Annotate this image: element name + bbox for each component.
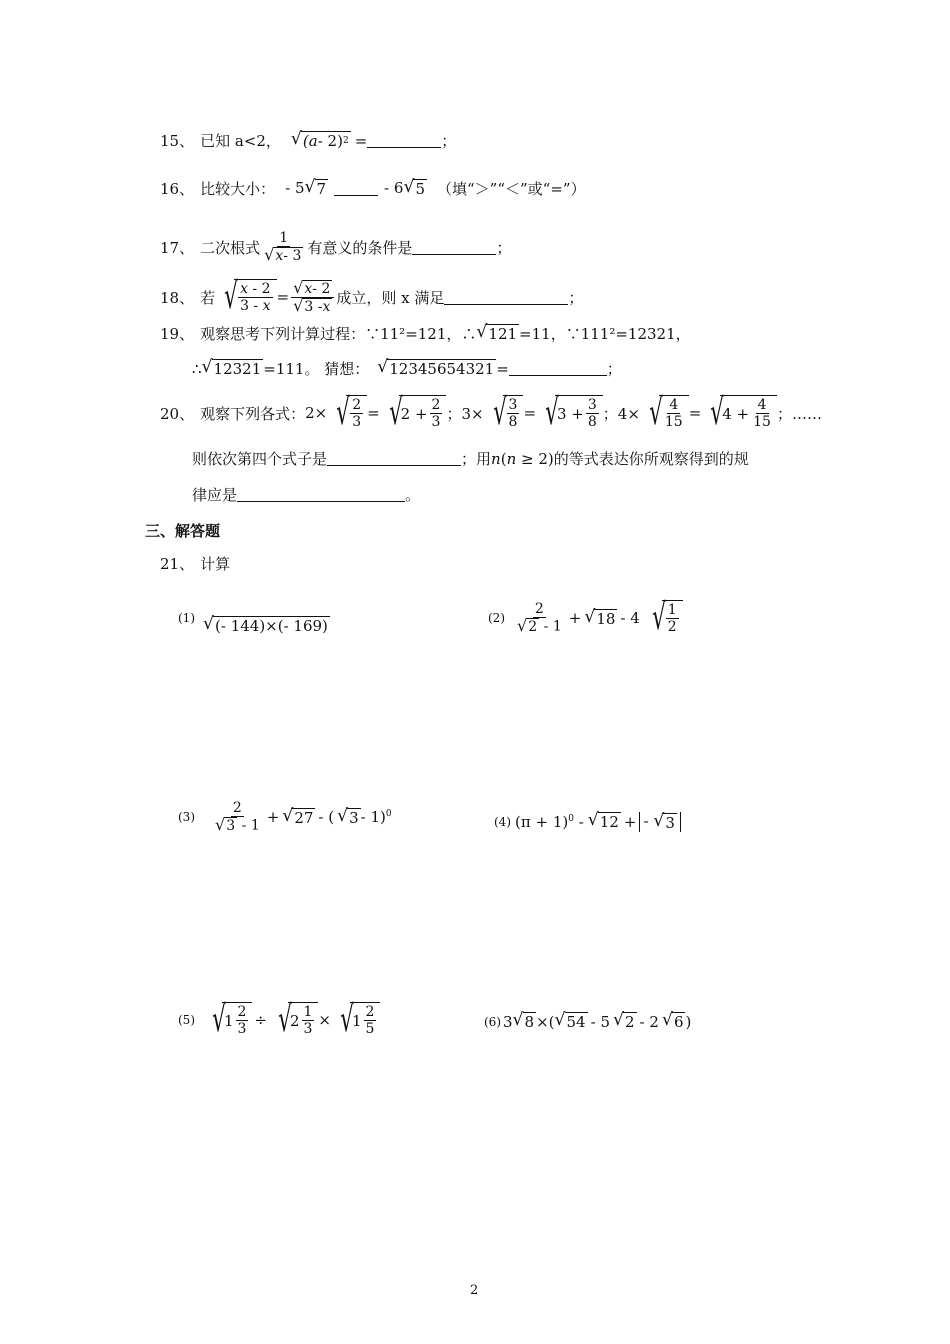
answer-blank[interactable] bbox=[412, 240, 496, 255]
part-6: (6) 3 √ 8 ×( √ 54 - 5 √ 2 - 2 √ 6 ) bbox=[484, 1010, 692, 1031]
part-1 bbox=[178, 600, 330, 635]
sqrt-fraction-expression: √ $\frac{x - 2}{3 - x}$ bbox=[215, 279, 276, 315]
question-text: 二次根式 bbox=[200, 238, 261, 257]
math-expression: 2× bbox=[305, 404, 328, 422]
question-text: 观察思考下列计算过程：∵11²=121，∴ bbox=[200, 325, 477, 343]
fraction-expression: 1 √ x - 3 bbox=[264, 230, 302, 264]
sqrt-expression: √ 121 bbox=[476, 322, 518, 343]
math-expression: - 5 √ 7 bbox=[285, 177, 327, 199]
part-label: (4) bbox=[494, 814, 511, 829]
sqrt-expression: √ 12345654321 bbox=[377, 357, 495, 378]
question-number: 16、 bbox=[160, 180, 195, 198]
question-19-line-2: ∴ √ 12321 =111。 猜想： √ 12345654321 = ； bbox=[192, 357, 622, 378]
question-18: 18、 若 √ $\frac{x - 2}{3 - x}$ = √ x - 2 √ 3 - x 成立，则 x 满足 ； bbox=[160, 276, 584, 317]
answer-blank[interactable] bbox=[237, 487, 405, 502]
question-text: 计算 bbox=[200, 555, 231, 573]
part-3: (3) 2 √ 3 - 1 + √ 27 - ( √ 3 - 1)$^0$ bbox=[178, 800, 392, 834]
question-number: 18、 bbox=[160, 288, 195, 307]
question-19: 19、 观察思考下列计算过程：∵11²=121，∴ √ 121 =11，∵111²=12321， bbox=[160, 322, 691, 343]
question-17: 17、 二次根式 1 √ x - 3 有意义的条件是 ； bbox=[160, 230, 512, 264]
question-text: 若 bbox=[200, 288, 216, 307]
question-20: 20、 观察下列各式： 2× √ $\frac{2}{3}$ = √ 2 + $\frac{2}{3}$ ；3× √ $\frac{3}{8}$ = √ 3 + $\frac{3}{8}$ ；4× √ $\frac{4}{15}$ = √ 4 + $\frac{4}{15}$ ；…… bbox=[160, 392, 822, 433]
part-2: (2) 2 √ 2 - 1 + √ 18 - 4 √ $\frac{1}{2}$ bbox=[488, 600, 683, 636]
answer-blank[interactable] bbox=[367, 133, 441, 148]
question-number: 15、 bbox=[160, 132, 195, 150]
math-expression: - 6 √ 5 bbox=[384, 177, 425, 199]
answer-blank[interactable] bbox=[509, 361, 607, 376]
question-20-line-3: 律应是 。 bbox=[192, 486, 421, 504]
part-label: (1) bbox=[178, 610, 195, 625]
part-label: (6) bbox=[484, 1014, 501, 1029]
sqrt-expression: √ (a - 2) 2 bbox=[290, 129, 349, 150]
question-number: 20、 bbox=[160, 404, 195, 423]
question-15: 15、 已知 a<2， √ (a - 2) 2 = ； bbox=[160, 129, 457, 150]
page-number: 2 bbox=[470, 1283, 479, 1298]
question-number: 17、 bbox=[160, 238, 195, 257]
fraction-expression: √ x - 2 √ 3 - x bbox=[291, 280, 334, 315]
part-4: (4) $(\pi + 1)^0$ - √ 12 + - √ 3 bbox=[494, 812, 681, 832]
part-label: (2) bbox=[488, 611, 505, 625]
answer-blank[interactable] bbox=[444, 290, 568, 305]
question-16 bbox=[160, 178, 586, 199]
question-number: 21、 bbox=[160, 555, 195, 573]
question-number: 19、 bbox=[160, 325, 195, 343]
question-text: 观察下列各式： bbox=[200, 404, 306, 423]
part-5: (5) √ 1 $\frac{2}{3}$ ÷ √ 2 $\frac{1}{3}$ × √ 1 $\frac{2}{5}$ bbox=[178, 1002, 380, 1038]
answer-blank[interactable] bbox=[327, 451, 461, 466]
math-expression: n(n ≥ 2) bbox=[491, 449, 554, 468]
section-heading: 三、解答题 bbox=[145, 522, 221, 540]
part-label: (5) bbox=[178, 1013, 195, 1027]
question-text: 比较大小： bbox=[200, 180, 276, 198]
answer-blank[interactable] bbox=[334, 181, 378, 196]
question-21 bbox=[160, 553, 230, 574]
part-label: (3) bbox=[178, 810, 195, 824]
hint-text: （填“＞”“＜”或“=”） bbox=[436, 180, 586, 198]
question-20-line-2: 则依次第四个式子是 ；用 n(n ≥ 2) 的等式表达你所观察得到的规 bbox=[192, 449, 749, 468]
sqrt-expression: √ (- 144)×(- 169) bbox=[203, 614, 328, 635]
sqrt-expression: √ 12321 bbox=[201, 357, 262, 378]
question-text: 已知 a<2， bbox=[200, 132, 281, 150]
